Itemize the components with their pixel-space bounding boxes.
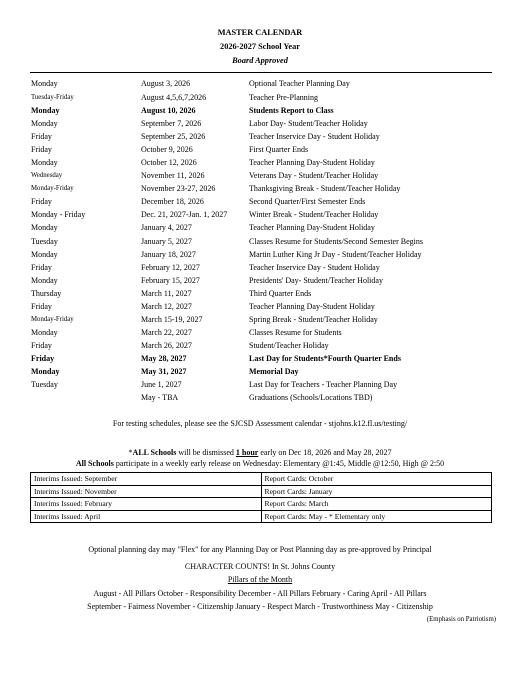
event-day: Friday: [31, 132, 52, 141]
event-date: August 10, 2026: [141, 106, 196, 115]
report-card-cell: Report Cards: October: [261, 473, 492, 486]
event-day: Monday: [31, 250, 58, 259]
event-description: Teacher Pre-Planning: [249, 93, 318, 102]
report-card-cell: Report Cards: January: [261, 485, 492, 498]
event-row: [0, 196, 520, 208]
event-row: [0, 262, 520, 274]
table-row: [31, 498, 492, 511]
event-date: January 4, 2027: [141, 223, 192, 232]
weekly-release-note: [0, 459, 520, 468]
interim-cell: Interims Issued: November: [31, 485, 262, 498]
event-description: Spring Break - Student/Teacher Holiday: [249, 315, 378, 324]
event-description: Teacher Planning Day-Student Holiday: [249, 302, 375, 311]
event-row: [0, 78, 520, 90]
event-date: March 11, 2027: [141, 289, 192, 298]
interim-cell: Interims Issued: April: [31, 510, 262, 523]
event-date: January 5, 2027: [141, 237, 192, 246]
event-day: Monday: [31, 119, 58, 128]
event-day: Monday: [31, 367, 60, 376]
event-row: [0, 288, 520, 300]
event-date: March 26, 2027: [141, 341, 192, 350]
dismissal-note: [0, 448, 520, 457]
pillars-subtitle: Pillars of the Month: [227, 575, 293, 584]
event-row: [0, 222, 520, 234]
event-row: [0, 392, 520, 404]
event-row: [0, 301, 520, 313]
event-description: Last Day for Teachers - Teacher Planning Day: [249, 380, 398, 389]
event-day: Tuesday: [31, 237, 58, 246]
event-date: March 12, 2027: [141, 302, 192, 311]
event-date: May 31, 2027: [141, 367, 187, 376]
event-row: [0, 209, 520, 221]
event-description: First Quarter Ends: [249, 145, 309, 154]
patriotism-note: (Emphasis on Patriotism): [426, 616, 496, 623]
dismissal-text-b: early on Dec 18, 2026 and May 28, 2027: [258, 448, 392, 457]
interim-cell: Interims Issued: February: [31, 498, 262, 511]
event-description: Second Quarter/First Semester Ends: [249, 197, 366, 206]
event-description: Graduations (Schools/Locations TBD): [249, 393, 373, 402]
event-day: Monday - Friday: [31, 210, 86, 219]
event-date: September 25, 2026: [141, 132, 206, 141]
event-description: Students Report to Class: [249, 106, 334, 115]
event-date: December 18, 2026: [141, 197, 204, 206]
interims-table: [30, 472, 492, 523]
event-day: Friday: [31, 197, 52, 206]
event-date: May 28, 2027: [141, 354, 187, 363]
table-row: [31, 485, 492, 498]
table-row: [31, 473, 492, 486]
event-description: Martin Luther King Jr Day - Student/Teacher Holiday: [249, 250, 422, 259]
dismissal-hour: 1 hour: [235, 448, 259, 457]
event-description: Teacher Planning Day-Student Holiday: [249, 223, 375, 232]
calendar-title: MASTER CALENDAR: [217, 28, 303, 37]
event-date: September 7, 2026: [141, 119, 202, 128]
event-description: Labor Day- Student/Teacher Holiday: [249, 119, 368, 128]
event-day: Wednesday: [31, 172, 63, 179]
event-row: [0, 366, 520, 378]
event-description: Memorial Day: [249, 367, 299, 376]
event-description: Student/Teacher Holiday: [249, 341, 329, 350]
event-day: Monday-Friday: [31, 185, 74, 192]
interim-cell: Interims Issued: September: [31, 473, 262, 486]
event-date: March 22, 2027: [141, 328, 192, 337]
event-row: [0, 118, 520, 130]
event-day: Friday: [31, 354, 55, 363]
dismissal-star: *: [128, 448, 133, 457]
event-description: Optional Teacher Planning Day: [249, 79, 350, 88]
event-row: [0, 170, 520, 182]
event-date: November 11, 2026: [141, 171, 205, 180]
flex-note: Optional planning day may "Flex" for any Planning Day or Post Planning day as pre-approved by Principal: [88, 545, 432, 554]
event-date: November 23-27, 2026: [141, 184, 216, 193]
event-row: [0, 105, 520, 117]
weekly-all-schools: All Schools: [75, 459, 114, 468]
event-row: [0, 353, 520, 365]
event-date: February 15, 2027: [141, 276, 200, 285]
event-day: Monday: [31, 223, 58, 232]
pillars-line-1: August - All Pillars October - Responsibility December - All Pillars February - Caring April - All Pillars: [93, 589, 427, 598]
event-day: Monday: [31, 158, 58, 167]
report-card-cell: Report Cards: May - * Elementary only: [261, 510, 492, 523]
event-date: June 1, 2027: [141, 380, 182, 389]
event-day: Friday: [31, 341, 52, 350]
event-description: Third Quarter Ends: [249, 289, 312, 298]
event-description: Classes Resume for Students: [249, 328, 342, 337]
event-day: Monday-Friday: [31, 316, 74, 323]
pillars-line-2: September - Fairness November - Citizenship January - Respect March - Trustworthiness May - Citizenship: [87, 602, 433, 611]
event-description: Teacher Inservice Day - Student Holiday: [249, 132, 380, 141]
event-day: Tuesday-Friday: [31, 94, 74, 101]
event-date: August 4,5,6,7,2026: [141, 93, 207, 102]
weekly-text: participate in a weekly early release on Wednesday: Elementary @1:45, Middle @12:50, High @ 2:50: [113, 459, 445, 468]
event-day: Monday: [31, 106, 60, 115]
event-description: Last Day for Students*Fourth Quarter Ends: [249, 354, 401, 363]
table-row: [31, 510, 492, 523]
event-row: [0, 131, 520, 143]
event-row: [0, 249, 520, 261]
event-row: [0, 340, 520, 352]
event-description: Thanksgiving Break - Student/Teacher Holiday: [249, 184, 401, 193]
character-title: CHARACTER COUNTS! In St. Johns County: [184, 562, 336, 571]
event-row: [0, 157, 520, 169]
event-date: October 12, 2026: [141, 158, 197, 167]
event-description: Presidents' Day- Student/Teacher Holiday: [249, 276, 383, 285]
event-day: Monday: [31, 79, 58, 88]
event-description: Teacher Inservice Day - Student Holiday: [249, 263, 380, 272]
event-day: Friday: [31, 145, 52, 154]
event-date: March 15-19, 2027: [141, 315, 203, 324]
event-date: January 18, 2027: [141, 250, 196, 259]
header-divider: [30, 72, 492, 73]
event-date: May - TBA: [141, 393, 179, 402]
event-day: Tuesday: [31, 380, 58, 389]
event-day: Monday: [31, 328, 58, 337]
event-row: [0, 314, 520, 326]
event-row: [0, 183, 520, 195]
event-day: Friday: [31, 263, 52, 272]
event-date: Dec. 21, 2027-Jan. 1, 2027: [141, 210, 228, 219]
approval-status: Board Approved: [232, 56, 288, 65]
event-row: [0, 327, 520, 339]
event-row: [0, 144, 520, 156]
school-year: 2026-2027 School Year: [220, 42, 300, 51]
event-day: Friday: [31, 302, 52, 311]
event-description: Classes Resume for Students/Second Semester Begins: [249, 237, 423, 246]
event-row: [0, 92, 520, 104]
event-row: [0, 379, 520, 391]
dismissal-text-a: will be dismissed: [176, 448, 236, 457]
testing-note: For testing schedules, please see the SJCSD Assessment calendar - stjohns.k12.fl.us/testing/: [112, 419, 408, 428]
event-description: Winter Break - Student/Teacher Holiday: [249, 210, 379, 219]
event-date: February 12, 2027: [141, 263, 200, 272]
event-description: Teacher Planning Day-Student Holiday: [249, 158, 375, 167]
event-row: [0, 236, 520, 248]
event-day: Monday: [31, 276, 58, 285]
event-date: August 3, 2026: [141, 79, 191, 88]
event-date: October 9, 2026: [141, 145, 193, 154]
report-card-cell: Report Cards: March: [261, 498, 492, 511]
dismissal-all-schools: ALL Schools: [132, 448, 177, 457]
event-day: Thursday: [31, 289, 62, 298]
event-row: [0, 275, 520, 287]
event-description: Veterans Day - Student/Teacher Holiday: [249, 171, 379, 180]
